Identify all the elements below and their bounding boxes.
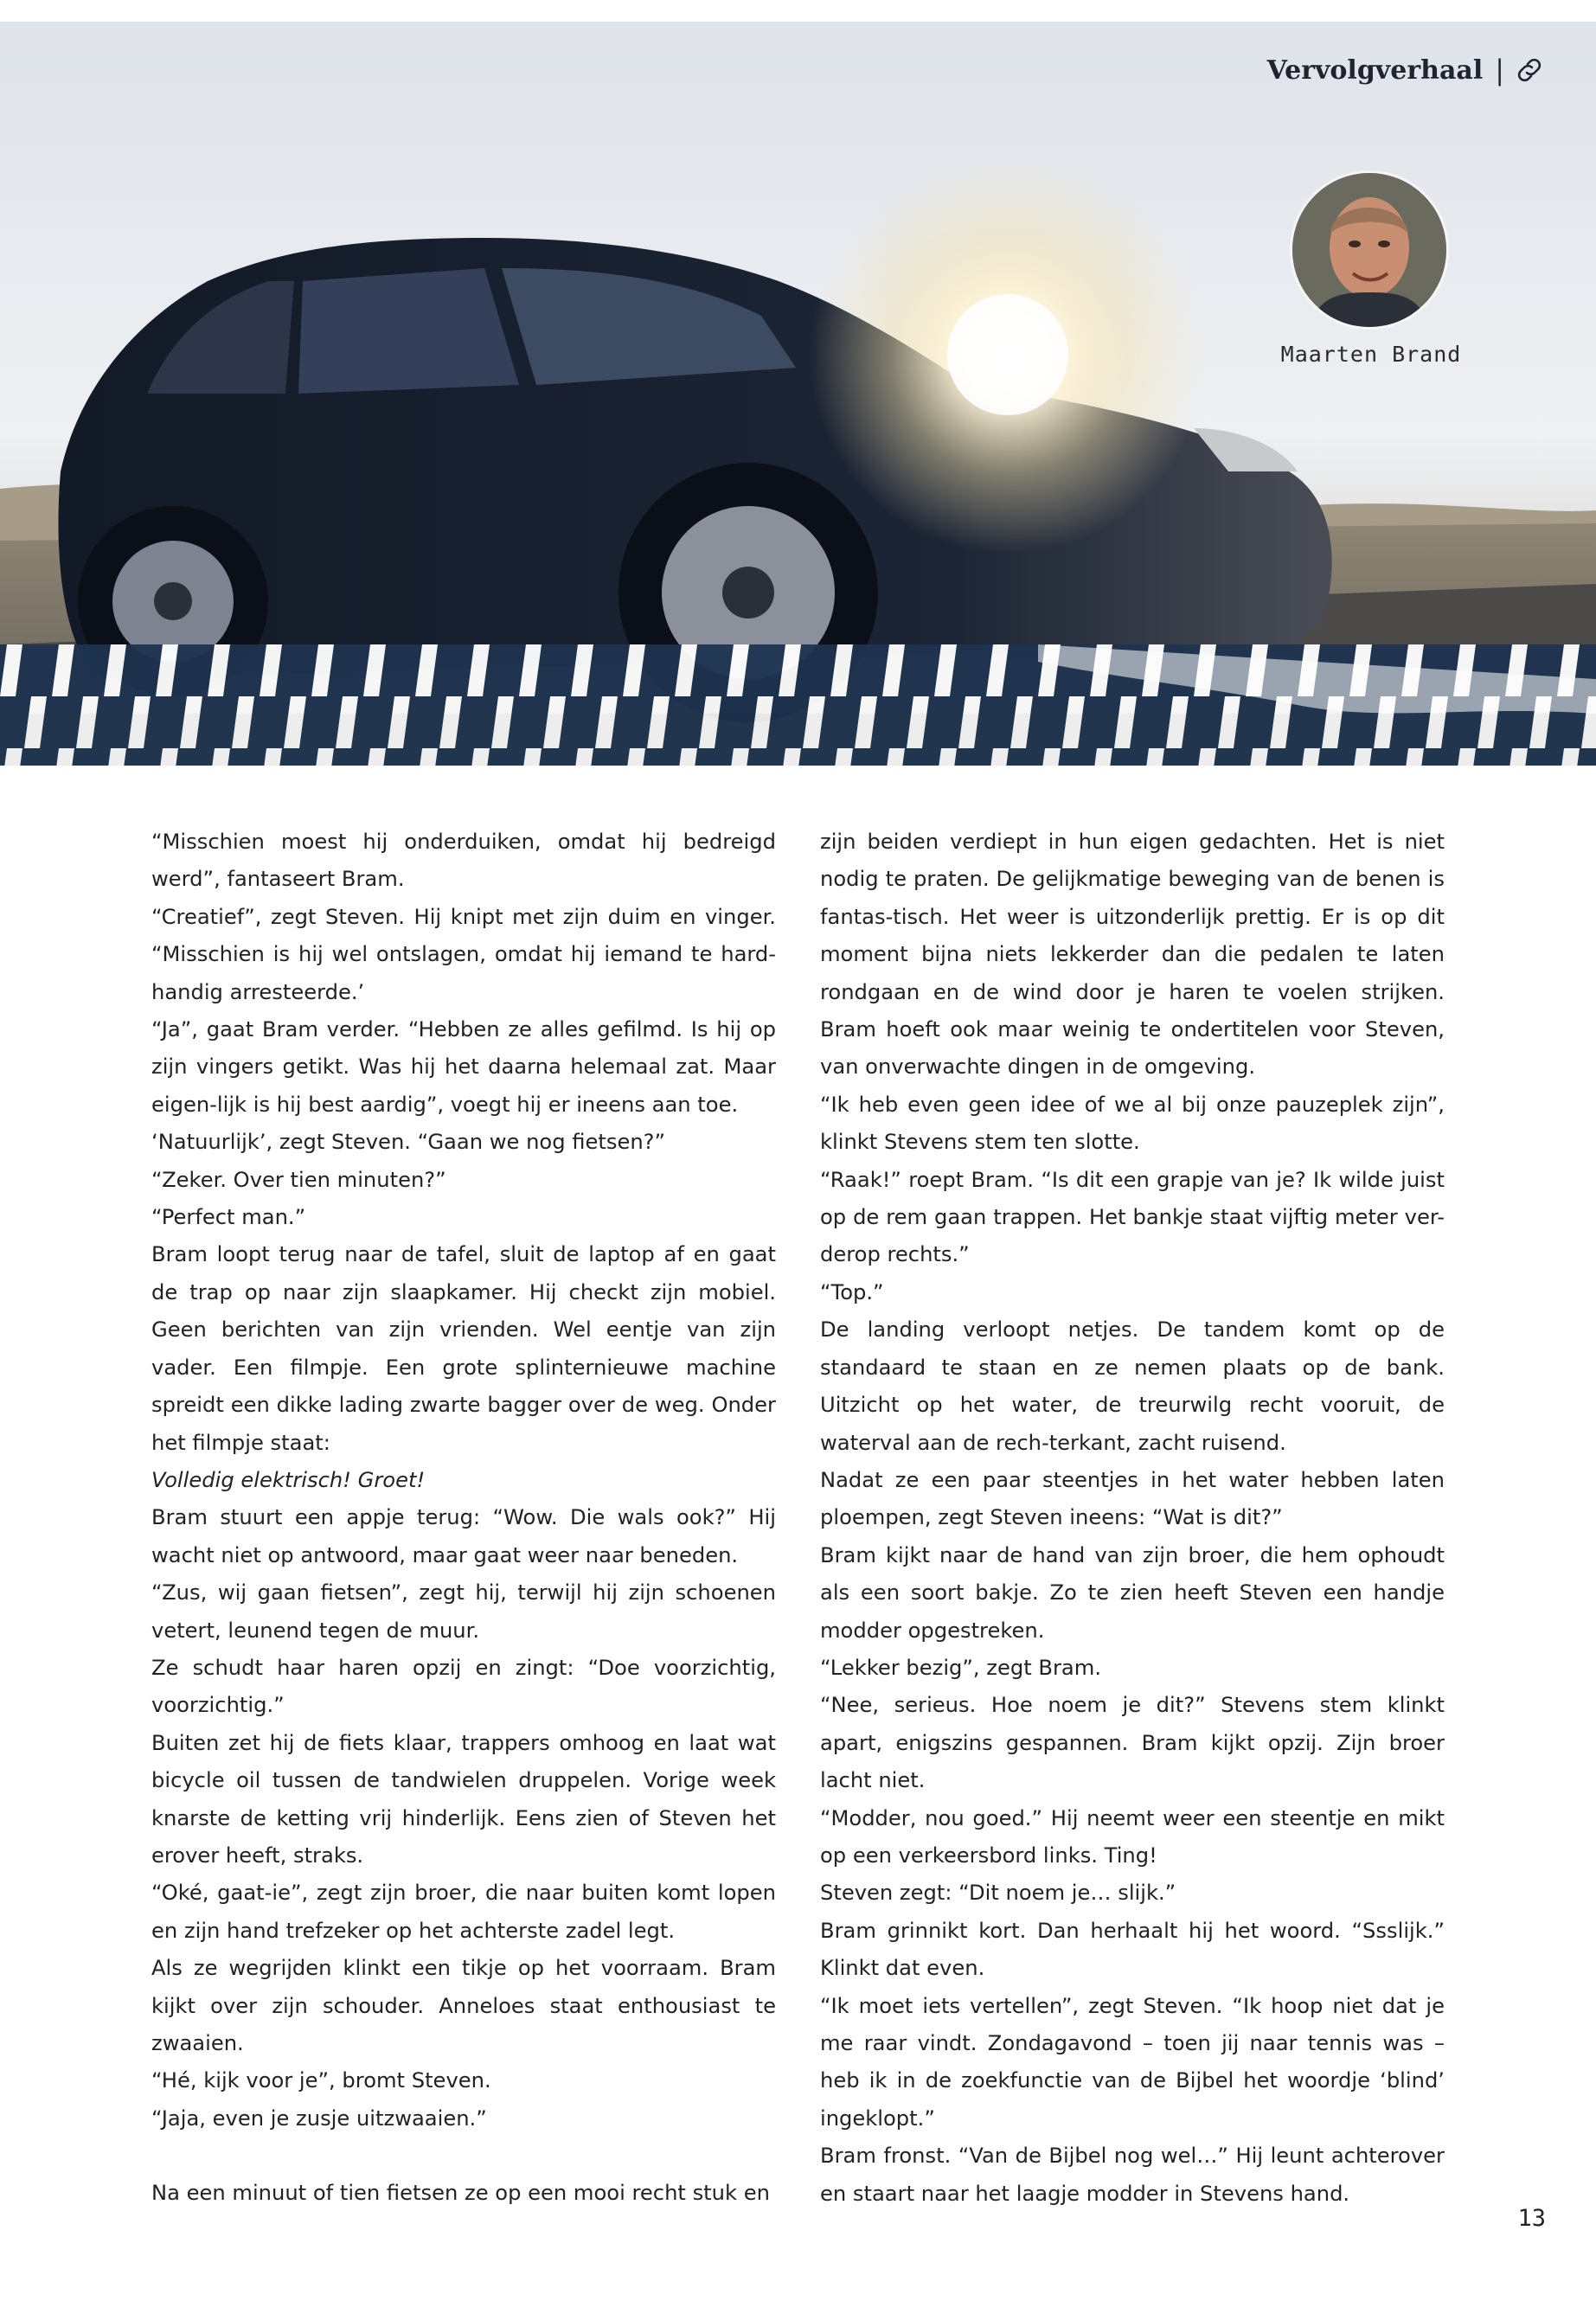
author-portrait	[1292, 173, 1446, 327]
paragraph: Als ze wegrijden klinkt een tikje op het voorraam. Bram kijkt over zijn schouder. Anneloes staat enthousiast te zwaaien.	[151, 1956, 776, 2055]
paragraph: Bram kijkt naar de hand van zijn broer, die hem ophoudt als een soort bakje. Zo te zien heeft Steven een handje modder opgestreken.	[820, 1542, 1445, 1643]
paragraph: “Nee, serieus. Hoe noem je dit?” Stevens stem klinkt apart, enigszins gespannen. Bram kijkt opzij. Zijn broer lacht niet.	[820, 1693, 1445, 1793]
section-separator: |	[1495, 54, 1504, 87]
paragraph: “Zeker. Over tien minuten?”	[151, 1167, 446, 1192]
author-avatar	[1292, 173, 1446, 327]
paragraph: “Top.”	[820, 1279, 884, 1304]
paragraph: Na een minuut of tien fietsen ze op een mooi recht stuk en	[151, 2181, 770, 2206]
link-icon	[1516, 57, 1542, 83]
paragraph: “Oké, gaat-ie”, zegt zijn broer, die naar buiten komt lopen en zijn hand trefzeker op het achterste zadel legt.	[151, 1881, 776, 1943]
paragraph-italic	[151, 1462, 776, 1499]
paragraph: Bram grinnikt kort. Dan herhaalt hij het woord. “Ssslijk.” Klinkt dat even.	[820, 1918, 1445, 1981]
paragraph: “Ik heb even geen idee of we al bij onze pauzeplek zijn”, klinkt Stevens stem ten slotte.	[820, 1092, 1445, 1155]
paragraph: De landing verloopt netjes. De tandem komt op de standaard te staan en ze nemen plaats op de bank. Uitzicht op het water, de treurwilg recht vooruit, de waterval aan de rech-terkant, zacht ruisend.	[820, 1317, 1445, 1455]
paragraph: zijn beiden verdiept in hun eigen gedachten. Het is niet nodig te praten. De gelijkmatige beweging van de benen is fantas-tisch. Het weer is uitzonderlijk prettig. Er is op dit moment bijna niets lekkerder dan die pedalen te laten rondgaan en de wind door je haren te voelen strijken. Bram hoeft ook maar weinig te ondertitelen voor Steven, van onverwachte dingen in de omgeving.	[820, 830, 1445, 1080]
paragraph: “Modder, nou goed.” Hij neemt weer een steentje en mikt op een verkeersbord links. Ting!	[820, 1805, 1445, 1868]
paragraph: Ze schudt haar haren opzij en zingt: “Doe voorzichtig, voorzichtig.”	[151, 1655, 776, 1718]
italic-message: Volledig elektrisch! Groet!	[151, 1467, 426, 1492]
section-label-text: Vervolgverhaal	[1266, 54, 1484, 86]
column-left	[151, 824, 776, 2213]
page-number: 13	[1517, 2205, 1546, 2232]
column-right	[820, 824, 1445, 2213]
paragraph: “Perfect man.”	[151, 1205, 306, 1230]
paragraph: “Creatief”, zegt Steven. Hij knipt met zijn duim en vinger. “Misschien is hij wel ontslagen, omdat hij iemand te hard-handig arresteerde.’	[151, 904, 776, 1004]
paragraph: Buiten zet hij de fiets klaar, trappers omhoog en laat wat bicycle oil tussen de tandwielen druppelen. Vorige week knarste de ketting vrij hinderlijk. Eens zien of Steven het erover heeft, straks.	[151, 1730, 776, 1868]
paragraph: “Ja”, gaat Bram verder. “Hebben ze alles gefilmd. Is hij op zijn vingers getikt. Was hij het daarna helemaal zat. Maar eigen-lijk is hij best aardig”, voegt hij er ineens aan toe.	[151, 1017, 776, 1117]
paragraph: “Zus, wij gaan fietsen”, zegt hij, terwijl hij zijn schoenen vetert, leunend tegen de muur.	[151, 1580, 776, 1643]
paragraph: “Raak!” roept Bram. “Is dit een grapje van je? Ik wilde juist op de rem gaan trappen. Het bankje staat vijftig meter ver-derop rechts.”	[820, 1167, 1445, 1267]
paragraph: Steven zegt: “Dit noem je… slijk.”	[820, 1881, 1176, 1906]
paragraph: “Misschien moest hij onderduiken, omdat hij bedreigd werd”, fantaseert Bram.	[151, 830, 776, 892]
paragraph: Nadat ze een paar steentjes in het water hebben laten ploempen, zegt Steven ineens: “Wat is dit?”	[820, 1467, 1445, 1530]
paragraph: “Jaja, even je zusje uitzwaaien.”	[151, 2106, 487, 2131]
paragraph: “Ik moet iets vertellen”, zegt Steven. “Ik hoop niet dat je me raar vindt. Zondagavond – toen jij naar tennis was – heb ik in de zoekfunctie van de Bijbel het woordje ‘blind’ ingeklopt.”	[820, 1993, 1445, 2131]
article-body	[151, 824, 1445, 2213]
car-photo	[0, 22, 1596, 774]
author-name: Maarten Brand	[1280, 342, 1462, 367]
paragraph: “Hé, kijk voor je”, bromt Steven.	[151, 2068, 491, 2093]
section-label	[1267, 54, 1542, 87]
paragraph: Bram fronst. “Van de Bijbel nog wel…” Hij leunt achterover en staart naar het laagje modder in Stevens hand.	[820, 2144, 1445, 2206]
hero-image	[0, 22, 1596, 774]
paragraph: ‘Natuurlijk’, zegt Steven. “Gaan we nog fietsen?”	[151, 1130, 666, 1155]
paragraph: Bram stuurt een appje terug: “Wow. Die wals ook?” Hij wacht niet op antwoord, maar gaat weer naar beneden.	[151, 1505, 776, 1567]
paragraph: “Lekker bezig”, zegt Bram.	[820, 1655, 1102, 1680]
paragraph: Bram loopt terug naar de tafel, sluit de laptop af en gaat de trap op naar zijn slaapkamer. Hij checkt zijn mobiel. Geen berichten van zijn vrienden. Wel eentje van zijn vader. Een filmpje. Een grote splinternieuwe machine spreidt een dikke lading zwarte bagger over de weg. Onder het filmpje staat:	[151, 1242, 776, 1455]
